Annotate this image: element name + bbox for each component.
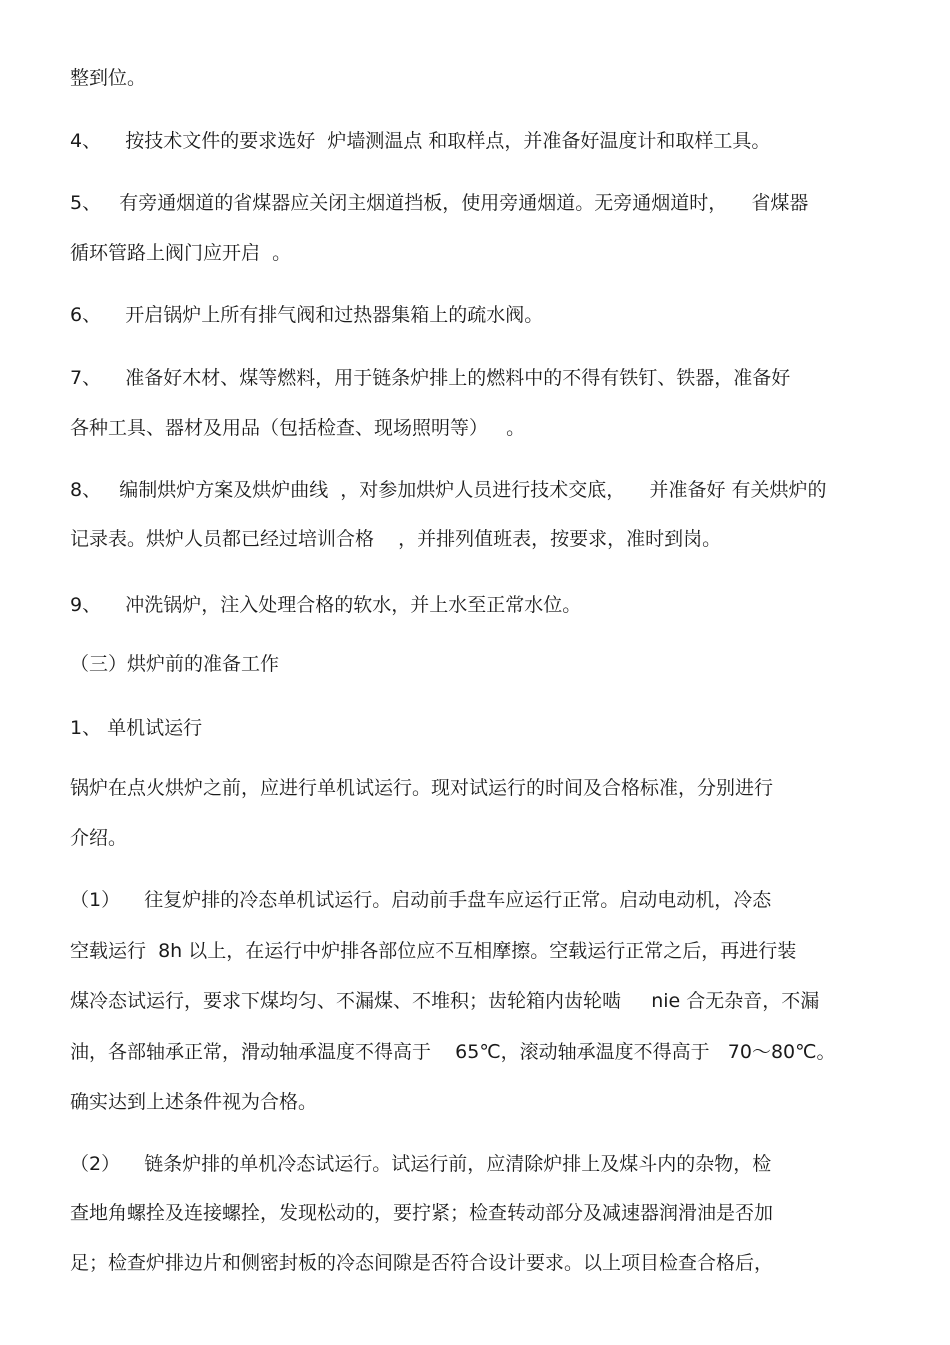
text-line: 6、 开启锅炉上所有排气阀和过热器集箱上的疏水阀。 bbox=[70, 304, 544, 326]
text-line: 7、 准备好木材、煤等燃料，用于链条炉排上的燃料中的不得有铁钉、铁器，准备好 bbox=[70, 367, 791, 389]
text-line: 足；检查炉排边片和侧密封板的冷态间隙是否符合设计要求。以上项目检查合格后， bbox=[70, 1252, 774, 1274]
text-line: 整到位。 bbox=[70, 67, 147, 89]
text-line: 锅炉在点火烘炉之前，应进行单机试运行。现对试运行的时间及合格标准，分别进行 bbox=[70, 777, 774, 799]
text-line: 8、 编制烘炉方案及烘炉曲线 ，对参加烘炉人员进行技术交底， 并准备好 有关烘炉的 bbox=[70, 479, 827, 501]
text-line: 4、 按技术文件的要求选好 炉墙测温点 和取样点，并准备好温度计和取样工具。 bbox=[70, 130, 771, 152]
text-line: 9、 冲洗锅炉，注入处理合格的软水，并上水至正常水位。 bbox=[70, 594, 582, 616]
text-line: 记录表。烘炉人员都已经过培训合格 ，并排列值班表，按要求，准时到岗。 bbox=[70, 528, 722, 550]
text-line: 煤冷态试运行，要求下煤均匀、不漏煤、不堆积；齿轮箱内齿轮啮 nie 合无杂音，不漏 bbox=[70, 990, 820, 1012]
text-line: （2） 链条炉排的单机冷态试运行。试运行前，应清除炉排上及煤斗内的杂物，检 bbox=[70, 1153, 772, 1175]
text-line: 5、 有旁通烟道的省煤器应关闭主烟道挡板，使用旁通烟道。无旁通烟道时， 省煤器 bbox=[70, 192, 809, 214]
text-line: 各种工具、器材及用品（包括检查、现场照明等） 。 bbox=[70, 417, 526, 439]
text-line: 油，各部轴承正常，滑动轴承温度不得高于 65℃，滚动轴承温度不得高于 70～80℃。 bbox=[70, 1041, 836, 1063]
text-line: （1） 往复炉排的冷态单机试运行。启动前手盘车应运行正常。启动电动机，冷态 bbox=[70, 889, 772, 911]
text-line: 介绍。 bbox=[70, 827, 128, 849]
text-line: 确实达到上述条件视为合格。 bbox=[70, 1091, 318, 1113]
text-line: 查地角螺拴及连接螺拴，发现松动的，要拧紧；检查转动部分及减速器润滑油是否加 bbox=[70, 1202, 774, 1224]
section-heading: （三）烘炉前的准备工作 bbox=[70, 653, 280, 675]
subsection-heading: 1、 单机试运行 bbox=[70, 717, 203, 739]
text-line: 循环管路上阀门应开启 。 bbox=[70, 242, 292, 264]
text-line: 空载运行 8h 以上，在运行中炉排各部位应不互相摩擦。空载运行正常之后，再进行装 bbox=[70, 940, 797, 962]
